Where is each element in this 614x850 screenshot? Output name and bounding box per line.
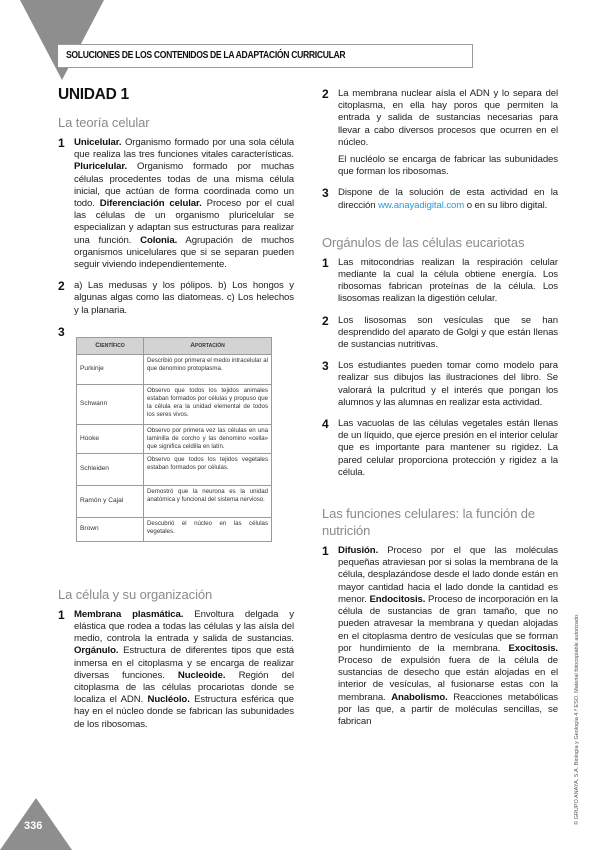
answer-item	[322, 257, 558, 306]
contribution-text: Demostró que la neurona es la unidad anatómica y funcional del sistema nervioso.	[144, 485, 272, 517]
definition-text: Reacciones metabólicas por las que, a partir de moléculas sencillas, se fabrican	[338, 691, 558, 727]
definition-text: Proceso por el que las moléculas pequeñas atraviesan por si solas la membrana de la célula, desplazándose desde el lado donde están en mayor cantidad hacia el lado donde la cantidad es menor.	[338, 545, 558, 605]
definition-text: Organismo formado por una sola célula que realiza las tres funciones vitales características.	[74, 137, 294, 161]
answer-number: 3	[322, 186, 329, 201]
text: o en su libro digital.	[464, 199, 548, 211]
term-bold: Exocitosis.	[508, 642, 558, 654]
section-title-teoria-celular: La teoría celular	[58, 115, 150, 130]
contribution-text: Describió por primera el medio intracelular al que denomino protoplasma.	[144, 354, 272, 384]
left-column	[58, 84, 294, 740]
answer-item	[58, 280, 294, 317]
answer-number: 1	[58, 136, 65, 150]
definition-text: Agrupación de muchos organismos unicelulares que si se separan pueden seguir viviendo independientemente.	[74, 234, 295, 271]
paragraph: La membrana nuclear aísla el ADN y lo separa del citoplasma, en ella hay poros que permiten la entrada y salida de sustancias necesarias para llevar a cabo diversos procesos que ocurren en el núcleo.	[338, 88, 558, 148]
paragraph: El nucléolo se encarga de fabricar las subunidades que forman los ribosomas.	[338, 154, 558, 178]
top-triangle-decoration	[20, 0, 104, 80]
scientist-name: Ramón y Cajal	[77, 485, 144, 517]
page-header	[58, 44, 473, 68]
scientists-table	[76, 337, 272, 542]
answer-item	[58, 137, 294, 271]
answer-text	[338, 187, 558, 211]
answer-number: 2	[322, 313, 329, 328]
section-title-funciones-nutricion: Las funciones celulares: la función de nutrición	[322, 506, 536, 539]
header-title: SOLUCIONES DE LOS CONTENIDOS DE LA ADAPTACIÓN CURRICULAR	[66, 49, 346, 61]
answer-text: a) Las medusas y los pólipos. b) Los hongos y algunas algas como las diatomeas. c) Los helechos y la planaria.	[74, 280, 294, 316]
answer-number: 3	[58, 324, 65, 339]
answer-text: Los lisosomas son vesículas que se han desprendido del aparato de Golgi y que están llenas de sustancias nutritivas.	[338, 314, 558, 351]
table-row	[77, 384, 272, 424]
contribution-text: Observo que todos los tejidos animales estaban formados por células y propuso que la célula era la unidad elemental de todos los seres vivos.	[144, 384, 272, 424]
answer-number: 4	[322, 417, 329, 432]
scientist-name: Brown	[77, 517, 144, 541]
definition-text: Organismo formado por muchas células procedentes todas de una misma célula inicial, que actúan de forma coordinada como un todo.	[74, 161, 294, 210]
right-column	[322, 88, 558, 737]
table-header-scientist: Científico	[77, 337, 144, 354]
term-bold: Diferenciación celular.	[99, 198, 202, 210]
scientist-name: Purkinje	[77, 354, 144, 384]
answer-item	[322, 315, 558, 352]
scientist-name: Hooke	[77, 424, 144, 453]
definition-text: Región del citoplasma de las células procariotas donde se localiza el ADN.	[74, 669, 294, 706]
table-row	[77, 354, 272, 384]
answer-number: 1	[58, 607, 65, 622]
table-row	[77, 517, 272, 541]
table-row	[77, 453, 272, 485]
copyright-note: © GRUPO ANAYA, S.A. Biología y Geología 4.º ESO. Material fotocopiable autorizado.	[574, 613, 580, 825]
answer-item	[322, 360, 558, 409]
definition-text: Estructura de diferentes tipos que está inmersa en el citoplasma y se encarga de realizar diversas funciones.	[74, 645, 294, 681]
definition-text: Envoltura delgada y elástica que rodea a todas las células y las aísla del medio, controla la entrada y salida de sustancias.	[74, 608, 294, 645]
term-bold: Colonia.	[140, 234, 178, 246]
term-bold: Endocitosis.	[369, 593, 426, 605]
answer-text: Las mitocondrias realizan la respiración celular mediante la cual la célula obtiene energía. Los ribosomas fabrican proteínas de la célula. Los lisosomas realizan la digestión celular.	[338, 256, 558, 305]
answer-number: 1	[322, 544, 329, 559]
answer-item	[58, 609, 294, 731]
table-row	[77, 485, 272, 517]
contribution-text: Observo que todos los tejidos vegetales estaban formados por células.	[144, 453, 272, 485]
answer-text: Los estudiantes pueden tomar como modelo para realizar sus dibujos las ilustraciones del libro. Se valorará la pulcritud y el interés que pongan los alumnos y las alumnas en realizar esta actividad.	[338, 360, 558, 408]
term-bold: Orgánulo.	[74, 645, 119, 657]
answer-number: 2	[322, 87, 329, 101]
definition-text: Proceso por el cual las células de un organismo pluricelular se especializan y adaptan sus estructuras para realizar una función.	[74, 198, 294, 246]
text: Dispone de la solución de esta actividad en la dirección	[338, 187, 558, 211]
table-header-contribution: Aportación	[144, 337, 272, 354]
definition-text: Proceso de expulsión fuera de la célula de sustancias de desecho que están alojadas en el interior de vesículas, al fusionarse estas con la membrana.	[338, 654, 558, 703]
answer-number: 3	[322, 359, 329, 374]
answer-text: Las vacuolas de las células vegetales están llenas de un líquido, que ejerce presión en el interior celular que es importante para mantener su rigidez. La pared celular proporciona protección y rigidez a la célula.	[338, 418, 558, 478]
answer-text	[338, 88, 558, 178]
contribution-text: Descubrió el núcleo en las células vegetales.	[144, 517, 272, 541]
page-number: 336	[24, 820, 43, 832]
section-title-celula-organizacion: La célula y su organización	[58, 586, 213, 602]
unit-title: UNIDAD 1	[58, 86, 129, 103]
answer-item	[322, 187, 558, 211]
table-row	[77, 424, 272, 453]
answer-item	[322, 545, 558, 728]
term-bold: Membrana plasmática.	[74, 608, 184, 620]
scientist-name: Schleiden	[77, 453, 144, 485]
term-bold: Anabolismo.	[391, 691, 448, 703]
term-bold: Pluricelular.	[74, 161, 128, 173]
answer-text	[74, 137, 294, 271]
anayadigital-link[interactable]: ww.anayadigital.com	[378, 199, 465, 211]
term-bold: Difusión.	[338, 545, 379, 557]
answer-text	[338, 545, 558, 728]
definition-text: Proceso de incorporación en la célula de sustancias de gran tamaño, que no pueden atravesar la membrana y quedan alojadas en el citoplasma dentro de vesículas que se forman por hundimiento de la membrana.	[338, 593, 558, 654]
section-title-organulos: Orgánulos de las células eucariotas	[322, 234, 525, 250]
answer-text	[74, 609, 294, 731]
term-bold: Nucleoide.	[177, 669, 226, 681]
answer-item	[322, 88, 558, 178]
term-bold: Unicelular.	[74, 137, 122, 148]
definition-text: Estructura esférica que hay en el núcleo donde se fabrican las subunidades de los ribosomas.	[74, 694, 295, 730]
answer-number: 1	[322, 255, 329, 270]
term-bold: Nucléolo.	[147, 694, 190, 706]
contribution-text: Observo por primera vez las células en una laminilla de corcho y las denomino «cella» que significa celdilla en latín.	[144, 424, 272, 453]
answer-item	[322, 418, 558, 479]
answer-number: 2	[58, 279, 65, 294]
scientist-name: Schwann	[77, 384, 144, 424]
